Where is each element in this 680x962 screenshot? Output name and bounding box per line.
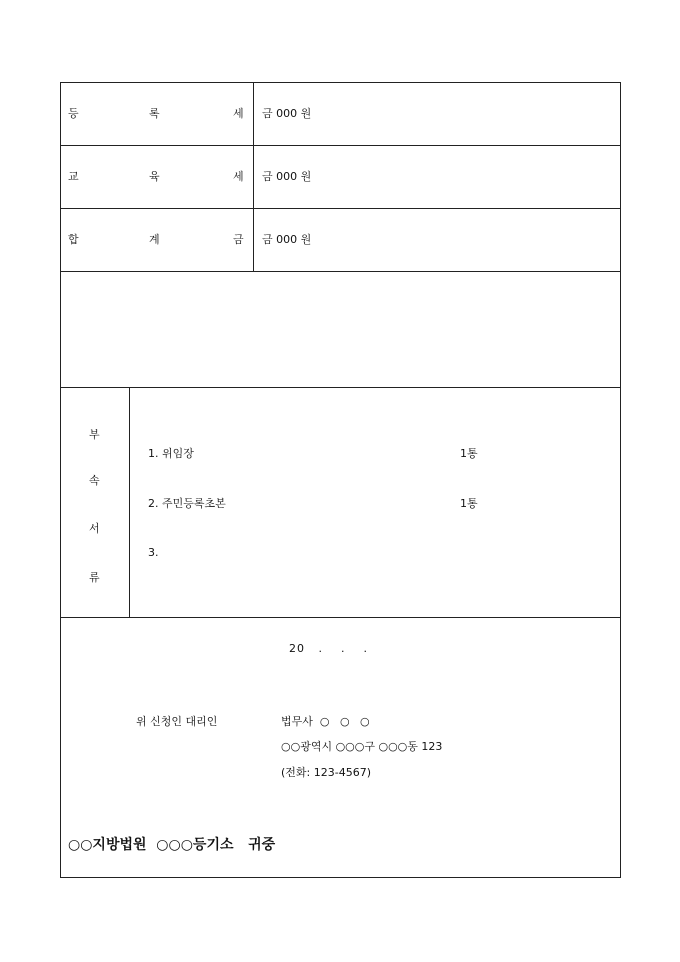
registration-form bbox=[60, 82, 621, 878]
attachment-item: 2. 주민등록초본 bbox=[148, 497, 226, 510]
signature-section bbox=[61, 618, 620, 877]
fee-label-char: 록 bbox=[149, 107, 160, 120]
attachment-count: 1통 bbox=[460, 447, 478, 460]
attachment-item: 3. bbox=[148, 546, 159, 559]
blank-section bbox=[61, 272, 620, 388]
fee-row-registration-tax bbox=[61, 83, 620, 146]
agent-name: 법무사 ○ ○ ○ bbox=[281, 715, 370, 728]
attachments-section bbox=[61, 388, 620, 618]
attachments-label-char: 부 bbox=[89, 428, 100, 441]
fee-label-char: 육 bbox=[149, 170, 160, 183]
fee-label-cell bbox=[61, 83, 254, 145]
fee-row-education-tax bbox=[61, 146, 620, 209]
attachments-label-char: 서 bbox=[89, 522, 100, 535]
fee-label-char: 계 bbox=[149, 233, 160, 246]
fee-label-char: 세 bbox=[233, 107, 244, 120]
fee-label-char: 금 bbox=[233, 233, 244, 246]
fee-row-total bbox=[61, 209, 620, 272]
date-line: 20 . . . bbox=[289, 642, 368, 655]
attachments-label-cell bbox=[61, 388, 130, 617]
attachments-label-char: 속 bbox=[89, 474, 100, 487]
fee-label-char: 교 bbox=[68, 170, 79, 183]
fee-amount: 금 000 원 bbox=[262, 107, 312, 120]
fee-amount: 금 000 원 bbox=[262, 233, 312, 246]
attachment-item: 1. 위임장 bbox=[148, 447, 194, 460]
fee-label-cell bbox=[61, 209, 254, 271]
fee-label-char: 등 bbox=[68, 107, 79, 120]
fee-label-char: 세 bbox=[233, 170, 244, 183]
registry-office-addressee: ○○지방법원 ○○○등기소 귀중 bbox=[68, 837, 276, 853]
attachment-count: 1통 bbox=[460, 497, 478, 510]
attachments-label-char: 류 bbox=[89, 571, 100, 584]
fee-amount: 금 000 원 bbox=[262, 170, 312, 183]
fee-label-char: 합 bbox=[68, 233, 79, 246]
applicant-label: 위 신청인 대리인 bbox=[136, 715, 218, 728]
agent-phone: (전화: 123-4567) bbox=[281, 766, 371, 779]
agent-address: ○○광역시 ○○○구 ○○○동 123 bbox=[281, 740, 443, 753]
fee-label-cell bbox=[61, 146, 254, 208]
